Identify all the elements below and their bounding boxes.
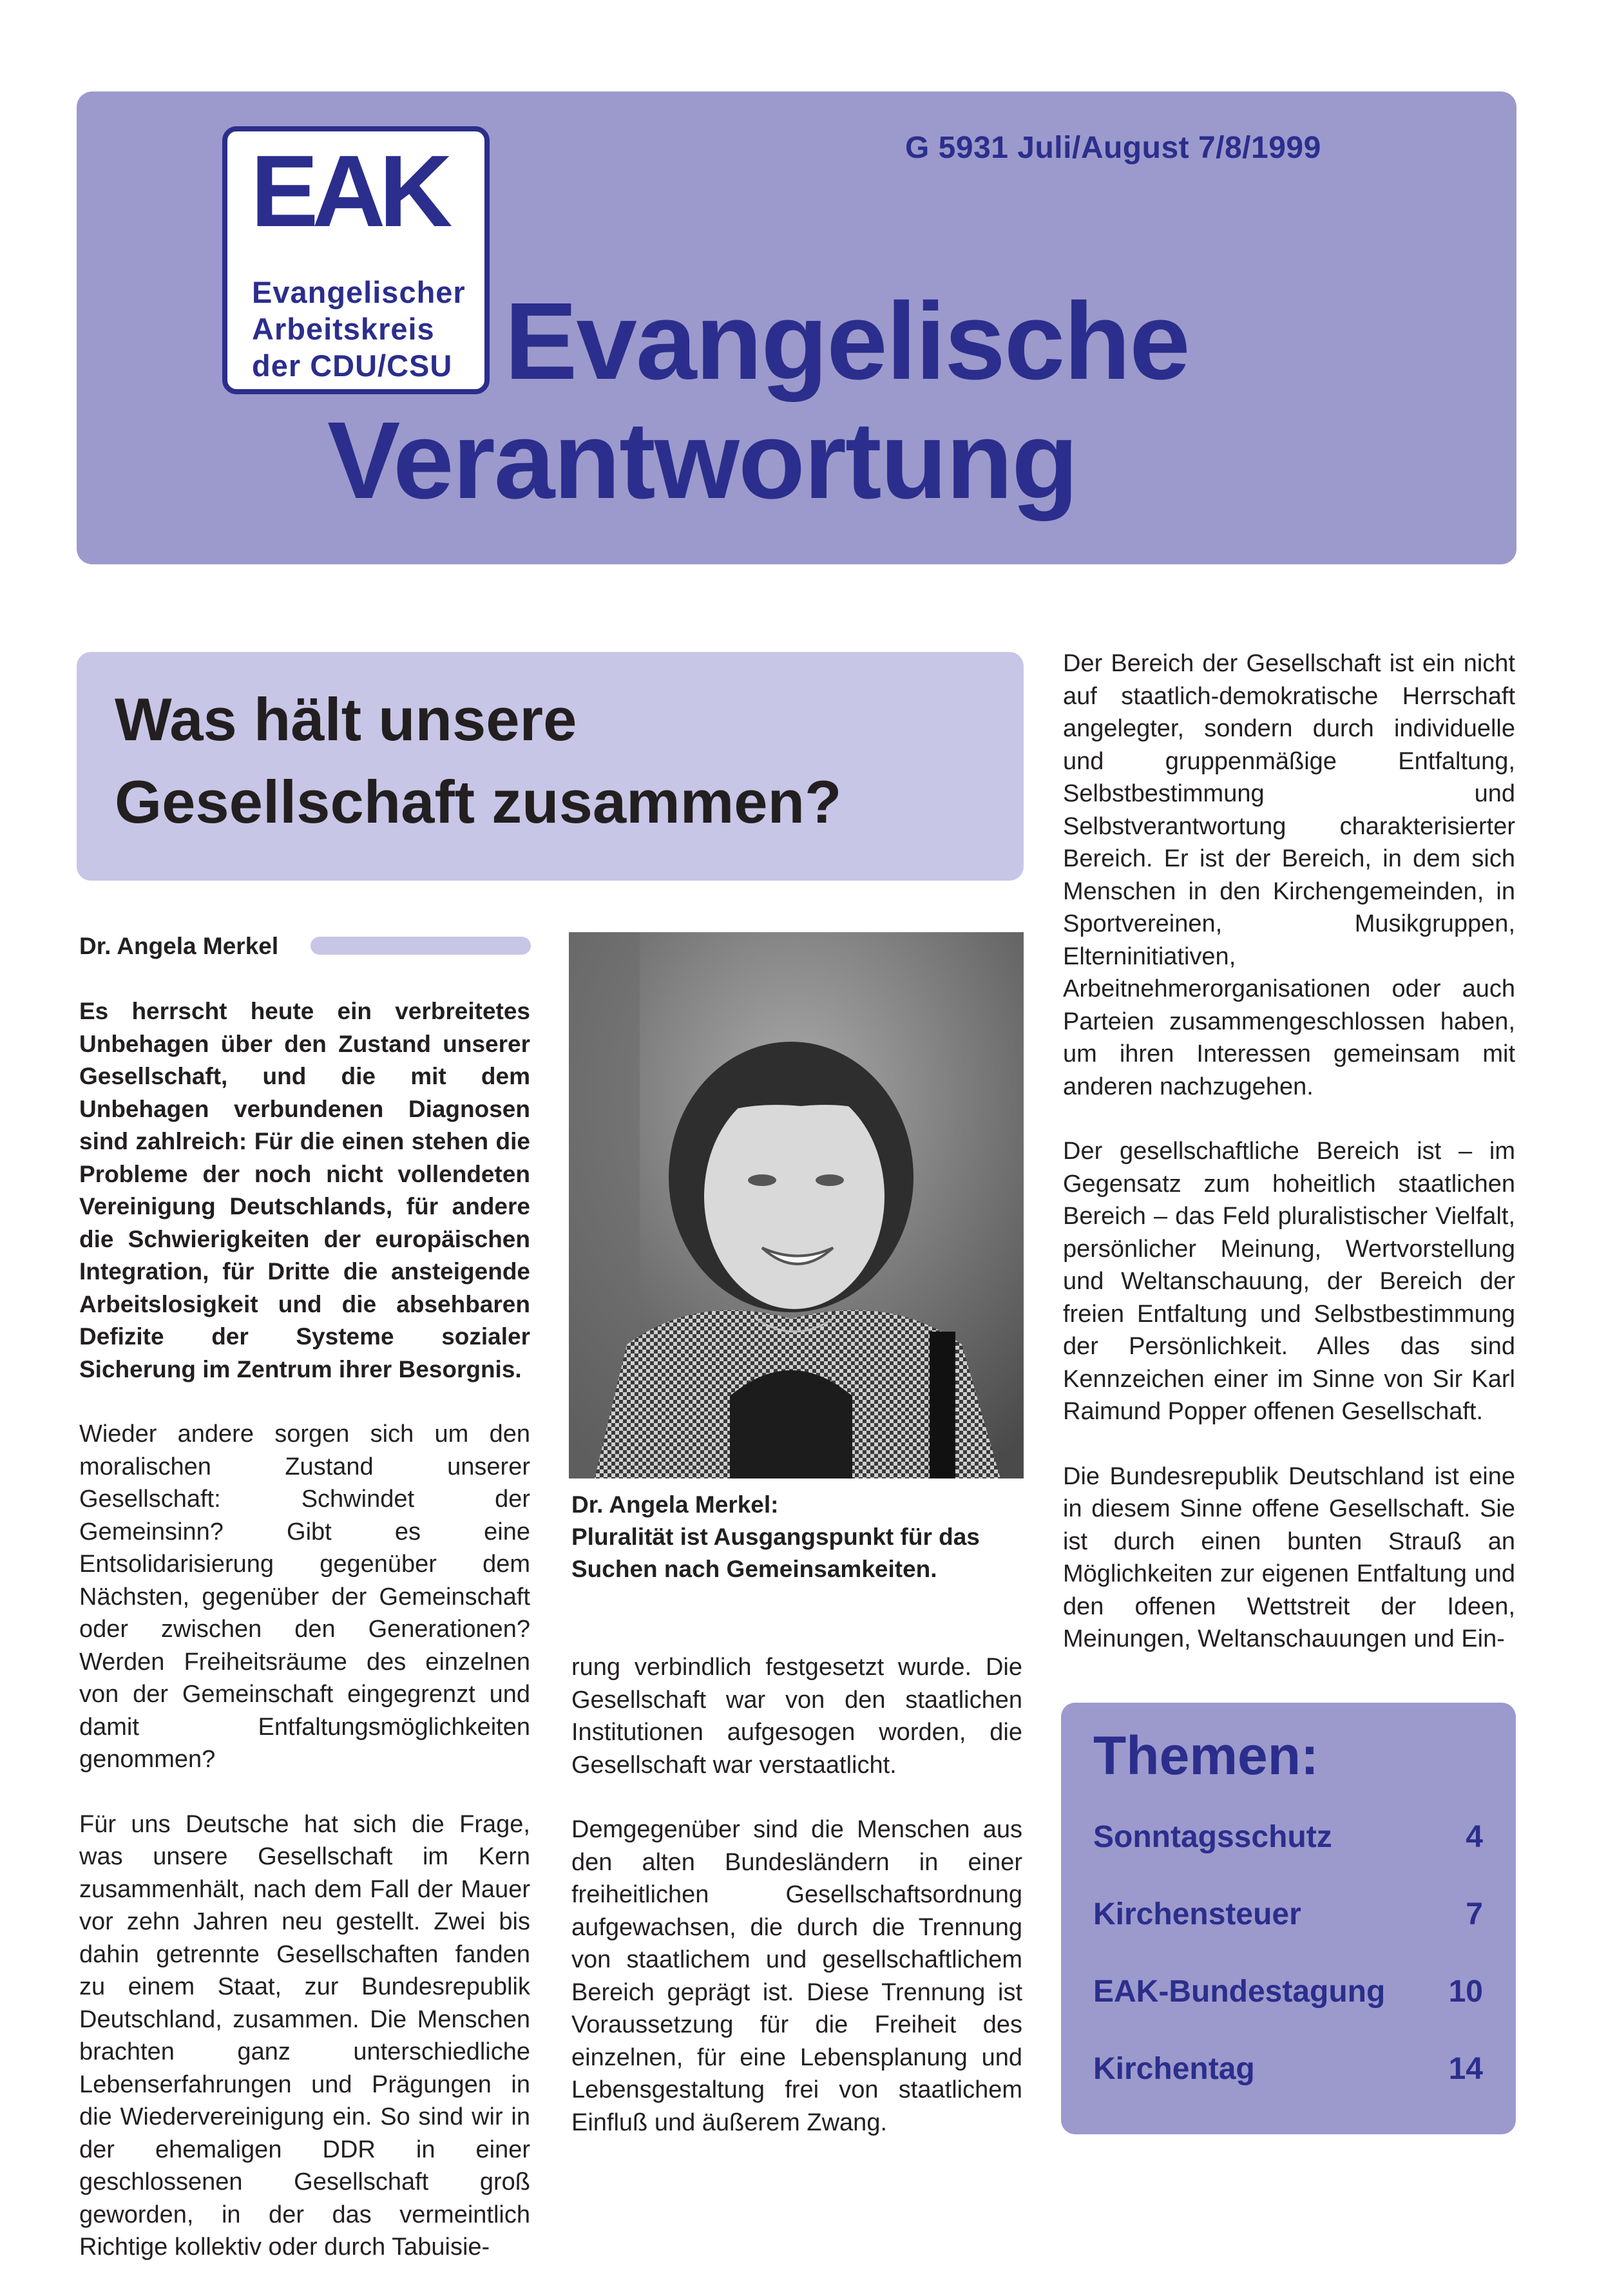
caption-text: Pluralität ist Ausgangspunkt für das Suchen nach Gemeinsamkeiten.: [571, 1524, 980, 1582]
themen-item-label: Kirchentag: [1093, 2052, 1255, 2086]
paragraph: Für uns Deutsche hat sich die Frage, was unsere Gesellschaft im Kern zusammenhält, nach dem Fall der Mauer vor zehn Jahren neu gestellt. Zwei bis dahin getrennte Gesellschaften fanden zu einem Staat, zur Bundesrepublik Deutschland, zusammen. Die Menschen brachten ganz unterschiedliche Lebenserfahrungen und Prägungen in die Wiedervereinigung ein. So sind wir in der ehemaligen DDR in einer geschlossenen Gesellschaft groß geworden, in der das vermeintlich Richtige kollektiv oder durch Tabuisie-: [79, 1810, 530, 2261]
caption-name: Dr. Angela Merkel:: [571, 1491, 779, 1518]
paragraph: Der Bereich der Gesellschaft ist ein nicht auf staatlich-demokratische Herrschaft angelegter, sondern durch individuelle und gruppenmäßige Entfaltung, Selbstbestimmung und Selbstverantwortung charakterisierter Bereich. Er ist der Bereich, in dem sich Menschen in den Kirchengemeinden, in Sportvereinen, Musikgruppen, Elterninitiativen, Arbeitnehmerorganisationen oder auch Parteien zusammengeschlossen haben, um ihren Interessen gemeinsam mit anderen nachzugehen.: [1063, 650, 1515, 1100]
eak-logo: [222, 126, 490, 394]
paragraph: Wieder andere sorgen sich um den moralischen Zustand unserer Gesellschaft: Schwindet der Gemeinsinn? Gibt es eine Entsolidarisierung gegenüber dem Nächsten, gegenüber der Gemeinschaft oder zwischen den Generationen? Werden Freiheitsräume des einzelnen von der Gemeinschaft eingegrenzt und damit Entfaltungsmöglichkeiten genommen?: [79, 1421, 530, 1773]
themen-item-page: 4: [1466, 1820, 1483, 1854]
article-column-3: [1063, 647, 1515, 1688]
issue-line: G 5931 Juli/August 7/8/1999: [905, 131, 1321, 165]
publication-title-line2: Verantwortung: [327, 399, 1078, 522]
author-name: Dr. Angela Merkel: [79, 933, 279, 959]
logo-line-2: Arbeitskreis: [252, 312, 435, 346]
paragraph: rung verbindlich festgesetzt wurde. Die Gesellschaft war von den staatlichen Institutionen aufgesogen worden, die Gesellschaft war verstaatlicht.: [571, 1654, 1022, 1779]
themen-item[interactable]: [1093, 1976, 1483, 2007]
themen-item[interactable]: [1093, 1899, 1483, 1930]
themen-item[interactable]: [1093, 2054, 1483, 2085]
headline-line1: Was hält unsere: [115, 685, 577, 753]
article-column-1: [79, 995, 530, 2296]
logo-mark: EAK: [251, 135, 446, 248]
themen-item[interactable]: [1093, 1822, 1483, 1853]
themen-title: Themen:: [1093, 1725, 1319, 1786]
logo-line-3: der CDU/CSU: [252, 349, 453, 383]
photo-caption: [571, 1489, 1022, 1585]
themen-item-label: Kirchensteuer: [1093, 1897, 1301, 1931]
headline-line2: Gesellschaft zusammen?: [115, 768, 842, 836]
article-column-2: [571, 1651, 1022, 2171]
themen-item-page: 14: [1448, 2052, 1483, 2086]
paragraph: Die Bundesrepublik Deutschland ist eine in diesem Sinne offene Gesellschaft. Sie ist durch einen bunten Strauß an Möglichkeiten zur eigenen Entfaltung und den offenen Wettstreit der Ideen, Meinungen, Weltanschauungen und Ein-: [1063, 1462, 1515, 1652]
portrait-photo: [569, 932, 1024, 1478]
themen-item-page: 10: [1448, 1975, 1483, 2009]
lead-paragraph: Es herrscht heute ein verbreitetes Unbehagen über den Zustand unserer Gesellschaft, und die mit dem Unbehagen verbundenen Diagnosen sind zahlreich: Für die einen stehen die Probleme der noch nicht vollendeten Vereinigung Deutschlands, für andere die Schwierigkeiten der europäischen Integration, für Dritte die ansteigende Arbeitslosigkeit und die absehbaren Defizite der Systeme sozialer Sicherung im Zentrum ihrer Besorgnis.: [79, 998, 530, 1382]
themen-item-page: 7: [1466, 1897, 1483, 1931]
themen-box: [1061, 1703, 1516, 2134]
paragraph: Der gesellschaftliche Bereich ist – im Gegensatz zum hoheitlich staatlichen Bereich – das Feld pluralistischer Vielfalt, persönlicher Meinung, Wertvorstellung und Weltanschauung, der Bereich der freien Entfaltung und Selbstbestimmung der Persönlichkeit. Alles das sind Kennzeichen einer im Sinne von Sir Karl Raimund Popper offenen Gesellschaft.: [1063, 1138, 1515, 1425]
logo-line-1: Evangelischer: [252, 275, 466, 309]
author-rule: [311, 937, 531, 955]
themen-item-label: Sonntagsschutz: [1093, 1820, 1332, 1854]
publication-title-line1: Evangelische: [504, 280, 1189, 403]
themen-item-label: EAK-Bundestagung: [1093, 1975, 1386, 2009]
paragraph: Demgegenüber sind die Menschen aus den alten Bundesländern in einer freiheitlichen Gesellschaftsordnung aufgewachsen, die durch die Trennung von staatlichem und gesellschaftlichem Bereich geprägt ist. Diese Trennung ist Voraussetzung für die Freiheit des einzelnen, für eine Lebensplanung und Lebensgestaltung frei von staatlichem Einfluß und äußerem Zwang.: [571, 1816, 1022, 2136]
